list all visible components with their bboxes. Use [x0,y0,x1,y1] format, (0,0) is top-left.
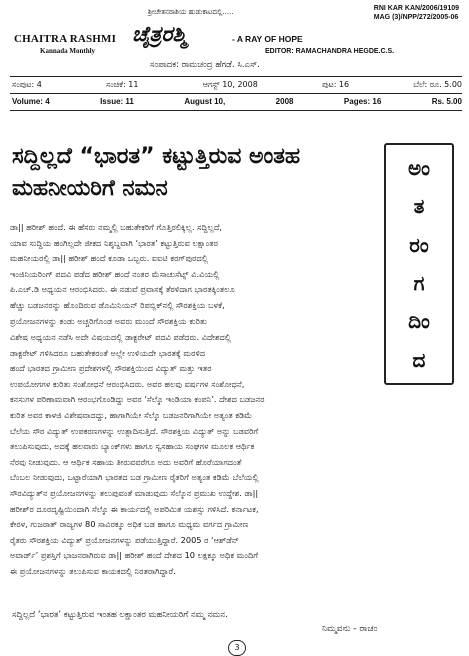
price-kannada: ಬೆಲೆ: ರೂ. 5.00 [413,80,462,89]
year-english: 2008 [275,97,294,106]
author-signature: ನಿಮ್ಮವನು - ರಾಚಂ [322,624,378,634]
body-line: ಈ ಪ್ರಯೋಜನಗಳನ್ನು ತಲುಪಿಸುವ ಕಾಯಕದಲ್ಲಿ ನಿರತರಾಗಿದ್ದಾರೆ. [10,565,176,576]
body-line: ಕುರಿತ ಅವರ ಕಾಳಜಿ ವಿಶೇಷವಾದದ್ದು, ಹಾಗಾಗಿಯೇ ಸೆಲ್ಕೊ ಬಡಜನರಿಗಾಗಿಯೇ ಅತ್ಯಂತ ಕಡಿಮೆ [10,409,253,420]
article-body-narrow [10,220,380,329]
badge-letter: ರಂ [409,232,429,257]
body-line: ವಿಶೇಷ ಅಧ್ಯಯನ ನಡೆಸಿ ಅದೇ ವಿಷಯದಲ್ಲಿ ಡಾಕ್ಟರೇಟ್ ಪದವಿ ಪಡೆದರು. ವಿದೇಶದಲ್ಲಿ [10,332,231,342]
brand-tagline-english: - A RAY OF HOPE [232,34,303,44]
body-line: ಉಪಯೋಗಗಳ ಕುರಿತು ಸಂಶೋಧನೆ ಆರಂಭಿಸಿದರು. ಅವರ ಹಲವು ವರ್ಷಗಳ ಸಂಶೋಧನೆ, [10,378,245,389]
reg-line: RNI KAR KAN/2006/19109 [373,5,459,12]
brand-logo-kannada: ಚೈತ್ರರಶ್ಮಿ [132,22,187,46]
body-line: ಕನಸುಗಳ ಪರಿಣಾಮವಾಗಿ ಆರಂಭಗೊಂಡಿದ್ದು ಅವರ ‘ಸೆಲ್ಕೊ ಇಂಡಿಯಾ ಕಂಪನಿ’. ದೇಶದ ಬಡಜನರ [10,394,265,405]
divider-rule [10,110,462,111]
volume-kannada: ಸಂಪುಟ: 4 [12,80,42,89]
body-line: ಪ್ರಯೋಜನಗಳನ್ನು ಕಂಡು ಅಚ್ಚರಿಗೊಂಡ ಅವರು ಮುಂದೆ ಸೌರಶಕ್ತಿಯ ಕುರಿತು [10,315,207,326]
badge-letter: ಅಂ [407,156,431,181]
brand-subtitle: Kannada Monthly [40,47,96,55]
body-line: ಅವಾರ್ಡ್’ ಪ್ರಶಸ್ತಿಗೆ ಭಾಜನರಾಗಿರುವ ಡಾ|| ಹರೀಶ್ ಹಂದೆ ದೇಶದ 10 ಲಕ್ಷಕ್ಕೂ ಅಧಿಕ ಮಂದಿಗೆ [10,550,259,561]
body-line: ತಲುಪಿಸುವುದು, ಅದಕ್ಕೆ ಹಲವಾರು ಬ್ಯಾಂಕ್‌ಗಳು ಹಾಗೂ ಸ್ವಸಹಾಯ ಸಂಘಗಳ ಮೂಲಕ ಆರ್ಥಿಕ [10,441,255,452]
body-line: ಮಹನೀಯರಲ್ಲಿ ಡಾ|| ಹರೀಶ್ ಹಂದೆ ಕೂಡಾ ಒಬ್ಬರು. ಐಐಟಿ ಕರಗ್‌ಪುರದಲ್ಲಿ [10,253,208,264]
body-line: ಬೆಲೆಯ ಸೌರ ವಿದ್ಯುತ್ ಉಪಕರಣಗಳನ್ನು ಉತ್ಪಾದಿಸುತ್ತಿದೆ. ಸೌರಶಕ್ತಿಯ ವಿದ್ಯುತ್ ಅನ್ನು ಬಡವರಿಗೆ [10,425,259,436]
body-line: ಸೌರವಿದ್ಯುತ್‌ನ ಪ್ರಯೋಜನಗಳನ್ನು ತಲುಪುವಂತೆ ಮಾಡುವುದು ಸೆಲ್ಕೊನ ಪ್ರಮುಖ ಉದ್ದೇಶ. ಡಾ|| [10,487,259,498]
brand-name-english: CHAITRA RASHMI [14,33,117,45]
body-line: ಹೆಚ್ಚು ಬಡಜನರನ್ನು ಹೊಂದಿರುವ ಡೊಮಿನಿಯನ್ ರಿಪಬ್ಲಿಕ್‌ನಲ್ಲಿ ಸೌರಶಕ್ತಿಯ ಬಳಕೆ, [10,299,225,310]
closing-line: ಸದ್ದಿಲ್ಲದೆ ‘ಭಾರತ’ ಕಟ್ಟುತ್ತಿರುವ ಇಂತಹ ಲಕ್ಷಾಂತರ ಮಹನೀಯರಿಗೆ ನಮ್ಮ ನಮನ. [12,610,228,620]
body-line: ಡಾ|| ಹರೀಶ್ ಹಂದೆ. ಈ ಹೆಸರು ನಮ್ಮಲ್ಲಿ ಬಹುತೇಕರಿಗೆ ಗೊತ್ತಿರಲಿಕ್ಕಿಲ್ಲ. ಸದ್ದಿಲ್ಲದೆ, [10,222,223,232]
divider-rule [10,93,462,94]
body-line: ಡಾಕ್ಟರೇಟ್ ಗಳಿಸಿದರೂ ಬಹುತೇಕರಂತೆ ಅಲ್ಲೇ ಉಳಿಯದೇ ಭಾರತಕ್ಕೆ ಮರಳಿದ [10,347,206,358]
pages-english: Pages: 16 [343,97,382,106]
badge-letter: ದ [412,347,426,372]
headline-line: ಮಹನೀಯರಿಗೆ ನಮನ [12,176,168,201]
body-line: ರೈತರು ಸೌರಶಕ್ತಿಯ ವಿದ್ಯುತ್ ಪ್ರಯೋಜನಗಳನ್ನು ಪಡೆಯುತ್ತಿದ್ದಾರೆ. 2005 ರ ‘ಆಶ್‌ಡೆನ್ [10,534,239,545]
body-line: ಹಂದೆ ಭಾರತದ ಗ್ರಾಮೀಣ ಪ್ರದೇಶಗಳಲ್ಲಿ ಸೌರಶಕ್ತಿಯಿಂದ ವಿದ್ಯುತ್ ಮತ್ತು ಇತರ [10,363,212,374]
body-line: ಕೇರಳ, ಗುಜರಾತ್ ರಾಜ್ಯಗಳ 80 ಸಾವಿರಕ್ಕೂ ಅಧಿಕ ಬಡ ಹಾಗೂ ಮಧ್ಯಮ ವರ್ಗದ ಗ್ರಾಮೀಣ [10,519,249,530]
editor-credit-english: EDITOR: RAMACHANDRA HEGDE.C.S. [265,48,395,55]
pages-kannada: ಪುಟ: 16 [321,80,350,89]
date-english: August 10, [184,97,226,106]
issue-kannada: ಸಂಚಿಕೆ: 11 [105,80,139,89]
masthead-tagline-kannada: ಶ್ರೀಚೇತನರಾಶಿಯ ಹುಡುಕಾಟದಲ್ಲಿ..... [148,8,234,16]
editor-credit-kannada: ಸಂಪಾದಕ: ರಾಮಚಂದ್ರ ಹೆಗಡೆ. ಸಿ.ಎಸ್. [150,60,260,70]
date-kannada: ಆಗಸ್ಟ್ 10, 2008 [202,80,258,89]
body-line: ಯಾವ ಸುದ್ದಿಯ ಹಂಗಿಲ್ಲದೇ ಜೀಕದ ನಿಶ್ಶಬ್ದವಾಗಿ ‘ಭಾರತ’ ಕಟ್ಟುತ್ತಿರುವ ಲಕ್ಷಾಂತರ [10,237,218,248]
body-line: ಹರೀಶ್‌ರ ದೂರದೃಷ್ಟಿಯಿಂದಾಗಿ ಸೆಲ್ಕೊ ಈ ಕಾರ್ಯದಲ್ಲಿ ಅಪರಿಮಿತ ಯಶಸ್ಸು ಗಳಿಸಿದೆ. ಕರ್ನಾಟಕ, [10,503,259,514]
body-line: ಪಿ.ಎಚ್.ಡಿ ಅಧ್ಯಯನ ಆರಂಭಿಸಿದರು. ಈ ನಡುವೆ ಪ್ರವಾಸಕ್ಕೆ ತೆರಳಿದಾಗ ಭಾರತಕ್ಕಿಂತಲೂ [10,284,235,295]
article-body-full [10,330,460,580]
badge-letter: ದಿಂ [408,309,430,334]
headline-line: ಸದ್ದಿಲ್ಲದೆ “ಭಾರತ” ಕಟ್ಟುತ್ತಿರುವ ಅಂತಹ [12,144,301,169]
body-line: ಇಂಜಿನಿಯರಿಂಗ್ ಪದವಿ ಪಡೆದ ಹರೀಶ್ ಹಂದೆ ನಂತರ ಮೆಸಾಚುಸೆಟ್ಸ್ ವಿ.ವಿಯಲ್ಲಿ [10,268,220,279]
registration-numbers [374,4,459,22]
price-english: Rs. 5.00 [431,97,462,106]
page-number: 3 [228,640,246,656]
badge-letter: ಗ [413,271,425,296]
badge-letter: ತ [413,194,425,219]
body-line: ನೆರವು ನೀಡುವುದು. ಆ ಆರ್ಥಿಕ ಸಹಾಯ ತೀರುವವರೆಗೂ ಅದು ಅವರಿಗೆ ಹೊರೆಯಾಗದಂತೆ [10,456,242,467]
issue-info-kannada [12,80,462,90]
volume-english: Volume: 4 [12,97,50,106]
issue-english: Issue: 11 [100,97,134,106]
issue-info-english [12,97,462,106]
body-line: ಬೆಂಬಲ ನೀಡುವುದು, ಒಟ್ಟಾರೆಯಾಗಿ ಭಾರತದ ಬಡ ಗ್ರಾಮೀಣ ರೈತರಿಗೆ ಅತ್ಯಂತ ಕಡಿಮೆ ಬೆಲೆಯಲ್ಲಿ [10,472,259,483]
reg-line: MAG (3)/NPP/272/2005-06 [373,14,459,21]
divider-rule [10,76,462,77]
